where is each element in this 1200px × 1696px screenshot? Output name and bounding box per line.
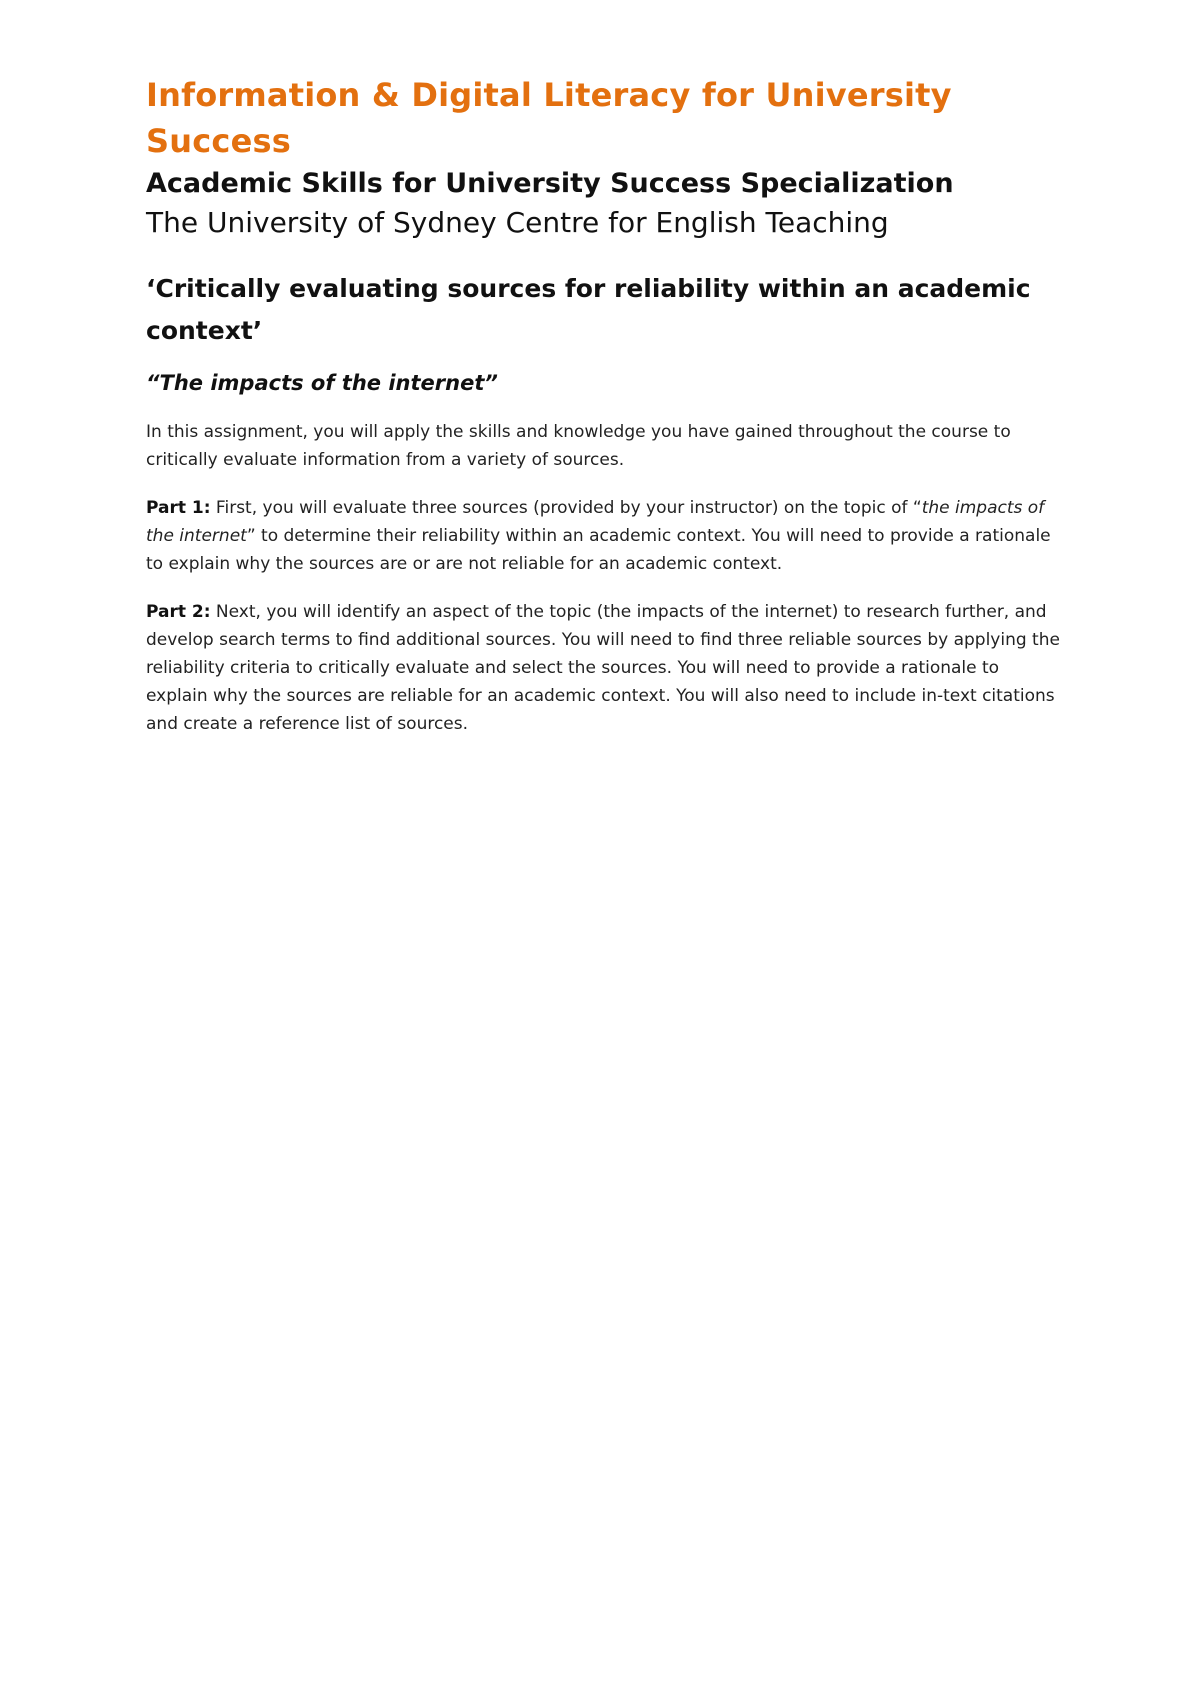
part2-text: Next, you will identify an aspect of the topic (the impacts of the internet) to research further, and develop search terms to find additional sources. You will need to find three reliable sources by applying the reliability criteria to critically evaluate and select the sources. You will need to provide a rationale to explain why the sources are reliable for an academic context. You will also need to include in-text citations and create a reference list of sources. [146,602,1060,734]
specialization-title: Academic Skills for University Success Specialization [146,168,954,199]
intro-paragraph: In this assignment, you will apply the skills and knowledge you have gained throughout the course to critically evaluate information from a variety of sources. [146,422,1011,470]
part1-label: Part 1: [146,498,211,518]
institution-title: The University of Sydney Centre for English Teaching [146,206,889,239]
part1-text-after: ” to determine their reliability within an academic context. You will need to provide a rationale to explain why the sources are or are not reliable for an academic context. [146,526,1051,574]
course-title: Information & Digital Literacy for University Success [146,76,952,160]
topic-title: “The impacts of the internet” [146,371,498,395]
document-page [146,72,1066,738]
part1-paragraph [146,494,1066,578]
part2-paragraph [146,598,1066,738]
part1-text-before: First, you will evaluate three sources (provided by your instructor) on the topic of “ [210,498,922,518]
assignment-title: ‘Critically evaluating sources for reliability within an academic context’ [146,274,1031,345]
part1-text-italic: the impacts of the internet [146,498,1045,546]
part2-label: Part 2: [146,602,211,622]
